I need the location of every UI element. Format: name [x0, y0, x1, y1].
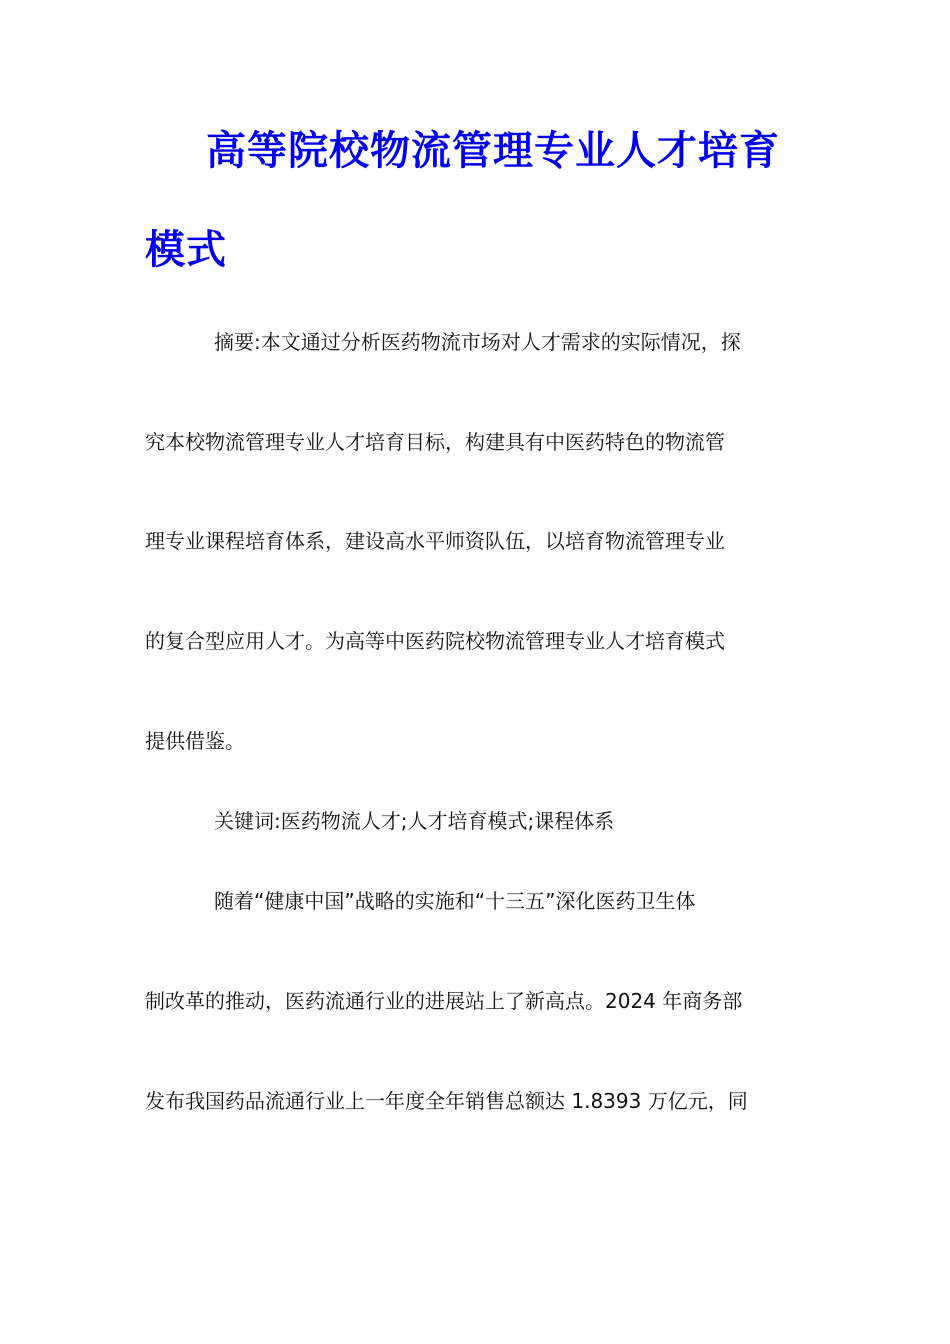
document-title-line-2: 模式	[145, 226, 227, 273]
abstract-line-4: 的复合型应用人才。为高等中医药院校物流管理专业人才培育模式	[145, 629, 725, 653]
body-line-3: 发布我国药品流通行业上一年度全年销售总额达 1.8393 万亿元，同	[145, 1089, 748, 1113]
abstract-line-1: 摘要:本文通过分析医药物流市场对人才需求的实际情况，探	[214, 330, 741, 354]
body-line-2: 制改革的推动，医药流通行业的进展站上了新高点。2024 年商务部	[145, 989, 743, 1013]
abstract-line-3: 理专业课程培育体系，建设高水平师资队伍，以培育物流管理专业	[145, 529, 725, 553]
abstract-line-2: 究本校物流管理专业人才培育目标，构建具有中医药特色的物流管	[145, 430, 725, 454]
keywords-line: 关键词:医药物流人才;人才培育模式;课程体系	[214, 809, 615, 833]
body-line-1: 随着“健康中国”战略的实施和“十三五”深化医药卫生体	[214, 889, 696, 913]
document-title-line-1: 高等院校物流管理专业人才培育	[206, 127, 780, 174]
abstract-line-5: 提供借鉴。	[145, 729, 245, 753]
